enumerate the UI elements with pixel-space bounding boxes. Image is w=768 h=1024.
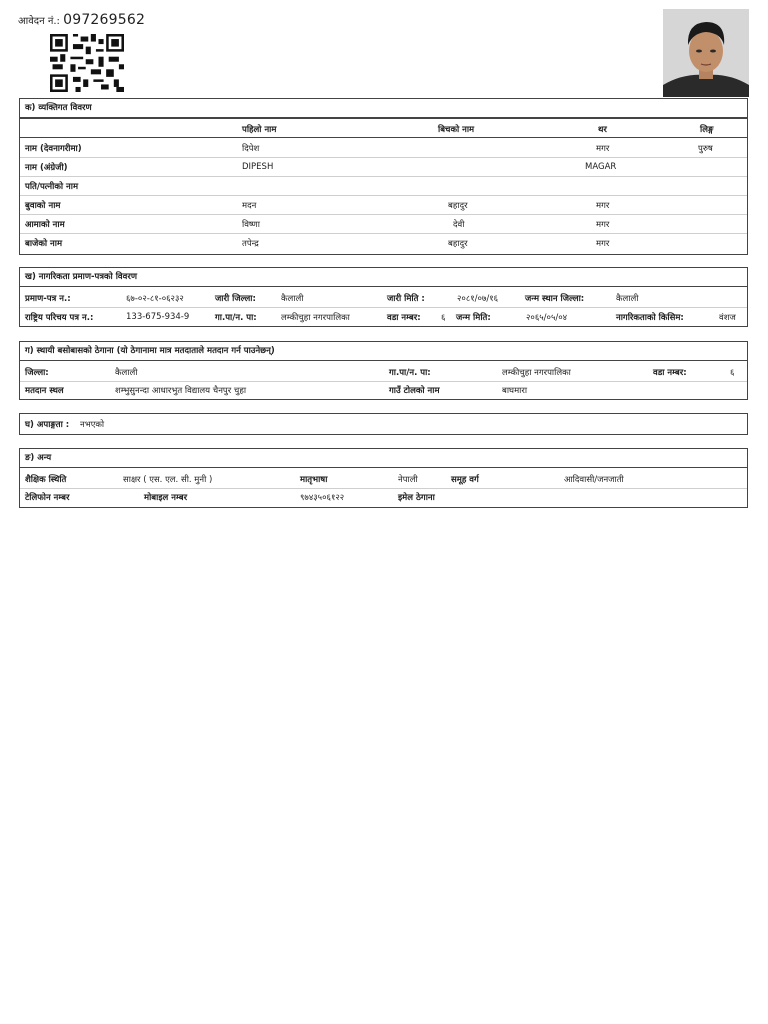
citizenship-title: ख) नागरिकता प्रमाण-पत्रको विवरण <box>20 268 747 287</box>
polling-station-label: मतदान स्थल <box>25 386 64 396</box>
first-name: DIPESH <box>242 162 274 172</box>
row-label: पति/पत्नीको नाम <box>25 182 79 192</box>
disability-label: घ) अपाङ्गता : <box>25 420 70 430</box>
row-label: नाम (देवनागरीमा) <box>25 144 82 154</box>
dob-label: जन्म मिति: <box>456 313 491 323</box>
address-title: ग) स्थायी बसोबासको ठेगाना (यो ठेगानामा मात्र मतदाताले मतदान गर्न पाउनेछन्) <box>20 342 747 361</box>
address-municipality-label: गा.पा/न. पा: <box>389 368 431 378</box>
first-name: दिपेश <box>242 144 260 154</box>
ward-value: ६ <box>441 313 446 323</box>
birth-district-value: कैलाली <box>616 294 639 304</box>
citizenship-type-value: वंशज <box>719 313 736 323</box>
column-gender: लिङ्ग <box>700 125 714 135</box>
first-name: तपेन्द्र <box>242 239 259 249</box>
mobile-label: मोबाइल नम्बर <box>144 493 188 503</box>
cert-no-value: ६७-०२-८१-०६२३२ <box>126 294 184 304</box>
applicant-photo <box>663 9 749 97</box>
education-value: साक्षर ( एस. एल. सी. मुनी ) <box>123 475 213 485</box>
mother-tongue-label: मातृभाषा <box>300 475 328 485</box>
issue-district-value: कैलाली <box>281 294 304 304</box>
last-name: मगर <box>596 201 610 211</box>
row-label: बाजेको नाम <box>25 239 63 249</box>
address-ward-value: ६ <box>730 368 735 378</box>
middle-name: बहादुर <box>448 201 468 211</box>
nid-label: राष्ट्रिय परिचय पत्र न.: <box>25 313 94 323</box>
last-name: मगर <box>596 220 610 230</box>
gender: पुरुष <box>698 144 713 154</box>
row-label: बुवाको नाम <box>25 201 61 211</box>
education-label: शैक्षिक स्थिति <box>25 475 67 485</box>
application-number-value: 097269562 <box>63 12 146 28</box>
last-name: मगर <box>596 239 610 249</box>
other-section <box>19 448 748 508</box>
row-label: नाम (अंग्रेजी) <box>25 163 68 173</box>
ward-label: वडा नम्बर: <box>387 313 421 323</box>
qr-code-icon <box>50 34 124 92</box>
first-name: विष्णा <box>242 220 261 230</box>
tole-value: बाघमारा <box>502 386 528 396</box>
tole-label: गाउँ टोलको नाम <box>389 386 440 396</box>
mobile-value: ९७४३५०६१२२ <box>300 493 345 503</box>
email-label: इमेल ठेगाना <box>398 493 435 503</box>
issue-date-label: जारी मिति : <box>387 294 425 304</box>
address-municipality-value: लम्कीचुहा नगरपालिका <box>502 368 571 378</box>
disability-section <box>19 413 748 435</box>
personal-details-title: क) व्यक्तिगत विवरण <box>20 99 747 118</box>
last-name: मगर <box>596 144 610 154</box>
issue-district-label: जारी जिल्ला: <box>215 294 256 304</box>
issue-date-value: २०८१/०७/१६ <box>457 294 499 304</box>
first-name: मदन <box>242 201 257 211</box>
last-name: MAGAR <box>585 162 617 172</box>
application-number-label: आवेदन नं.: <box>18 16 60 27</box>
telephone-label: टेलिफोन नम्बर <box>25 493 70 503</box>
municipality-label: गा.पा/न. पा: <box>215 313 257 323</box>
district-label: जिल्ला: <box>25 368 49 378</box>
citizenship-section <box>19 267 748 327</box>
mother-tongue-value: नेपाली <box>398 475 418 485</box>
district-value: कैलाली <box>115 368 138 378</box>
cert-no-label: प्रमाण-पत्र न.: <box>25 294 71 304</box>
citizenship-type-label: नागरिकताको किसिम: <box>616 313 684 323</box>
address-section <box>19 341 748 400</box>
application-number <box>18 12 145 28</box>
personal-details-section <box>19 98 748 255</box>
group-value: आदिवासी/जनजाती <box>564 475 624 485</box>
other-title: ङ) अन्य <box>20 449 747 468</box>
disability-value: नभएको <box>80 420 105 430</box>
row-label: आमाको नाम <box>25 220 65 230</box>
address-ward-label: वडा नम्बर: <box>653 368 687 378</box>
middle-name: बहादुर <box>448 239 468 249</box>
dob-value: २०६५/०५/०४ <box>526 313 568 323</box>
column-middle-name: बिचको नाम <box>438 125 475 135</box>
polling-station-value: शम्भुसुनन्दा आधारभुत विद्यालय चैनपुर चुहा <box>115 386 247 396</box>
middle-name: देवी <box>453 220 465 230</box>
column-first-name: पहिलो नाम <box>242 125 277 135</box>
column-last-name: थर <box>598 125 607 135</box>
nid-value: 133-675-934-9 <box>126 312 190 322</box>
group-label: समूह वर्ग <box>451 475 479 485</box>
municipality-value: लम्कीचुहा नगरपालिका <box>281 313 350 323</box>
birth-district-label: जन्म स्थान जिल्ला: <box>525 294 585 304</box>
